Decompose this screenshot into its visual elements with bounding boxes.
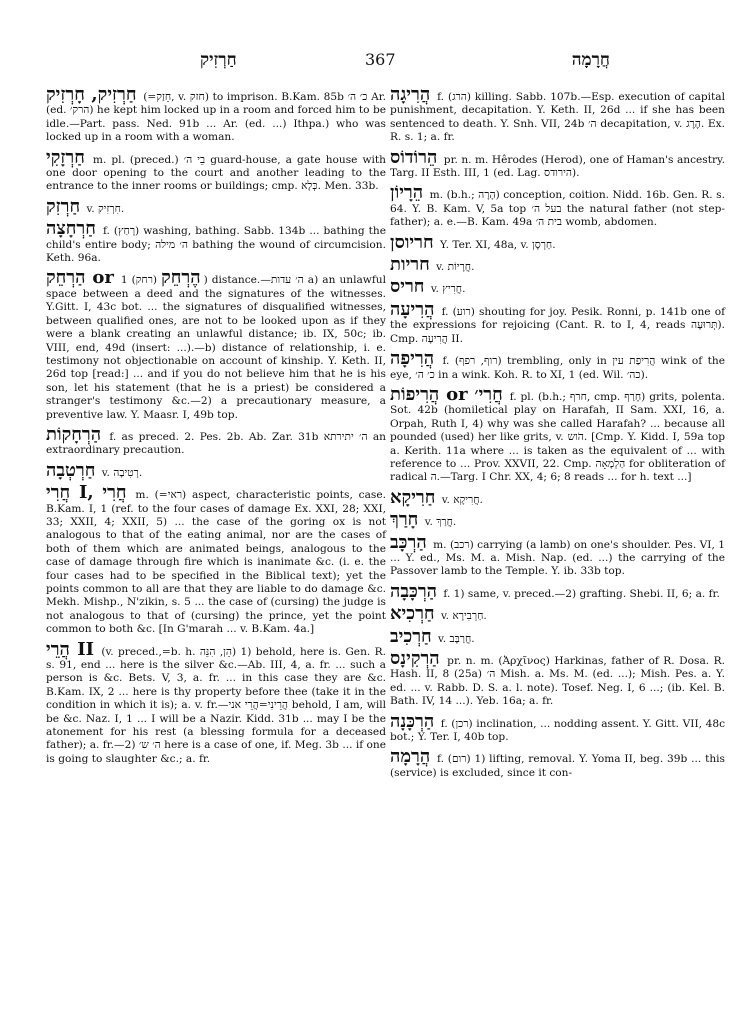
left-column (46, 86, 386, 770)
dictionary-entry (46, 86, 386, 145)
entry-headword: חַרְזִיק, חָרְזִיק (46, 84, 137, 105)
entry-definition: f. pl. (b.h.; חרף, cmp. חָרַף) grits, polenta. Sot. 42b (homiletical play on Harafah, II Sam. XXI, 16, a. Orpah, Ruth I, 4) why was she called Harafah? ... because all pounded (used) her like grits, v. הֹוש. [Cmp. Y. Kidd. I, 59a top a. Kerith. 11a where ... is taken as the equivalent of ... with reference to ... Prov. XXVII, 22. Cmp. הַלְמָאָה for obliteration of radical ה.—Targ. I Chr. XX, 4; 6; 8 reads ... for h. text ...] (390, 390, 726, 484)
entry-headword: הַרְכָּב (390, 531, 427, 553)
entry-headword: חַרְזָקִי (46, 146, 85, 168)
entry-definition: v. חִרְזִיק. (83, 202, 125, 215)
entry-definition: f. as preced. 2. Pes. 2b. Ab. Zar. 31b ה׳ יתירתא an extraordinary precaution. (46, 430, 386, 457)
dictionary-entry (46, 423, 386, 458)
dictionary-entry (390, 650, 725, 709)
entry-definition: (v. preced.,=b. h. הֵן, הִנֵּה) 1) behold, here is. Gen. R. s. 91, end ... here is the silver &c.—Ab. III, 4, a. fr. ... such a person is &c. Bets. V, 3, a. fr. ... in this case they are &c. B.Kam. IX, 2 ... here is thy property before thee (take it in the condition in which it is); a. v. fr.—הֲרֵינִי=הֲרֵי אני behold, I am, will be &c. Naz. I, 1 ... I will be a Nazir. Kidd. 31b ... may I be the atonement for his rest (a blessing formula for a deceased father); a. fr.—2) ה׳ ש׳ here is a case of one, if. Meg. 3b ... if one is going to slaughter &c.; a. fr. (46, 645, 386, 765)
entry-definition: m. (רכב) carrying (a lamb) on one's shoulder. Pes. VI, 1 ... Y. ed., Ms. M. a. Mish. Nap. (ed. ...) the carrying of the Passover lamb to the Temple. Y. ib. 33b top. (390, 538, 726, 578)
entry-definition: m. pl. (preced.) בֵי ה׳ guard-house, a gate house with one door opening to the court and another leading to the entrance to the inner rooms or buildings; cmp. כְּלָא. Men. 33b. (46, 153, 386, 193)
entry-definition: m. (b.h.; הָרָה) conception, coition. Nidd. 16b. Gen. R. s. 64. Y. B. Kam. V, 5a top בעל ה׳ the natural father (not step-father); a. e.—B. Kam. 49a בית ה׳ womb, abdomen. (390, 189, 725, 229)
entry-definition: Y. Ter. XI, 48a, v. חַרְסָן. (436, 238, 556, 251)
entry-headword: הֲרִיעָה (390, 298, 435, 320)
dictionary-entry (390, 184, 725, 229)
entry-definition: v. חֲרִיץ. (427, 283, 466, 296)
entry-headword: הֲרִיפוֹת or חֲרִי׳ (390, 383, 503, 405)
entry-headword: הֲרִיפָה (390, 348, 435, 370)
dictionary-entry (390, 605, 725, 623)
entry-headword: חַרְטְבָה (46, 459, 96, 481)
dictionary-entry (390, 748, 725, 780)
running-head-right: חֲרָמָה (571, 50, 610, 70)
dictionary-entry (390, 278, 725, 296)
right-column (390, 86, 725, 784)
entry-definition: v. חֲרַבָּב. (434, 632, 475, 645)
entry-headword: הַרְכָּבָה (390, 580, 438, 602)
dictionary-entry (390, 350, 725, 382)
dictionary-entry (46, 146, 386, 194)
dictionary-entry (390, 580, 725, 602)
entry-headword: הֲרָמָה (390, 746, 431, 768)
entry-headword: חָרַךְ (390, 509, 419, 531)
entry-headword: הֲרִיגָה (390, 84, 431, 105)
page-number: 367 (365, 50, 396, 69)
entry-headword: הַרְחֵק or הֶרְחֵק (46, 267, 201, 289)
entry-definition: v. חַרְבִירָא. (437, 610, 487, 623)
entry-definition: f. (הרג) killing. Sabb. 107b.—Esp. execution of capital punishment, decapitation. Y. Keth. II, 26d ... if she has been sentenced to death. Y. Snh. VII, 24b ה׳ decapitation, v. הֶרֶג. Ex. R. s. 1; a. fr. (390, 91, 725, 144)
dictionary-entry (390, 146, 725, 181)
dictionary-entry (46, 484, 386, 636)
entry-definition: v. חֲרִיקָא. (438, 493, 483, 506)
dictionary-entry (46, 638, 386, 767)
entry-definition: f. (רום) 1) lifting, removal. Y. Yoma II, beg. 39b ... this (service) is excluded, since it con- (390, 753, 725, 779)
dictionary-entry (390, 511, 725, 529)
entry-headword: חַרְחָצָה (46, 218, 96, 240)
dictionary-entry (390, 298, 726, 346)
entry-headword: חֲרִי I, חֲרִי (46, 482, 127, 504)
entry-definition: f. (רוף, רפף) trembling, only in הֲרִיפַת עין wink of the eye, כ׳ ה׳ in a wink. Koh. R. to XI, 1 (ed. Wil. כה׳). (390, 355, 726, 381)
entry-headword: חריוסן (390, 231, 434, 253)
entry-definition: v. חֲרָיוֹת. (432, 261, 475, 274)
dictionary-entry (390, 486, 725, 508)
dictionary-entry (390, 531, 726, 579)
entry-definition: f. (רוע) shouting for joy. Pesik. Ronni, p. 141b one of the expressions for rejoicing (Cant. R. to I, 4, reads תְּרוּעָה). Cmp. הֲרִיעָה II. (390, 305, 726, 345)
entry-definition: pr. n. m. Hêrodes (Herod), one of Haman's ancestry. Targ. II Esth. III, 1 (ed. Lag. הירודס). (390, 153, 725, 180)
dictionary-entry (390, 256, 725, 274)
entry-headword: הֵרָיוֹן (390, 182, 424, 204)
entry-headword: חריס (390, 276, 425, 298)
entry-definition: (רחק) 1) distance.—ה׳ עדות a) an unlawful space between a deed and the signatures of the witnesses. Y.Gitt. I, 43c bot. ... the signatures of disqualified witnesses, between qualified ones, are not to be looked upon as if they were a blank creating an unlawful distance; ib. IX, 50c; ib. VIII, end, 49d (insert: ...).—b) distance of relationship, i. e. testimony not objectionable on account of kinship. Y. Keth. II, 26d top [read:] ... and if you do not believe him that he is his son, let his statement (that he is a priest) be considered a stranger's testimony &c.—2) a precautionary measure, a preventive law. Y. Maasr. I, 49b top. (46, 274, 386, 421)
entry-definition: m. (=ראי) aspect, characteristic points, case. B.Kam. I, 1 (ref. to the four cases of damage Ex. XXI, 28; XXI, 33; XXII, 4; XXII, 5) ... the case of the goring ox is not analogous to that of the eating animal, nor are the cases of both of them which are animated beings, analogous to the case of damage through fire which is inanimate &c. (i. e. the four cases had to be specified in the Biblical text); yet the points common to all are that they are liable to do damage &c. Mekh. Mishp., N'zikin, s. 5 ... the case of (cursing) the judge is not analogous to that of (cursing) the prince, yet the point common to both &c. [In G'marah ... v. B.Kam. 4a.] (46, 489, 386, 636)
entry-headword: חריות (390, 254, 430, 276)
page-header (40, 50, 730, 74)
dictionary-entry (46, 195, 386, 217)
dictionary-entry (390, 383, 726, 485)
dictionary-entry (46, 220, 386, 265)
entry-definition: (=חֵזַק, v. חזק) to imprison. B.Kam. 85b כ׳ ה׳ Ar. (ed. הרק׳) he kept him locked up in a room and forced him to be idle.—Part. pass. Ned. 91b ... Ar. (ed. ...) Ithpa.) who was locked up in a room with a woman. (46, 91, 386, 144)
entry-definition: v. רְטִיבָה. (98, 466, 143, 479)
entry-headword: חַרִיקָא (390, 486, 436, 508)
entry-definition: f. 1) same, v. preced.—2) grafting. Shebi. II, 6; a. fr. (440, 587, 720, 600)
entry-definition: v. חֲרַךְ. (421, 516, 457, 529)
entry-headword: הַרְקִינָס (390, 648, 440, 669)
dictionary-entry (390, 625, 725, 647)
entry-definition: pr. n. m. (Ἀρχῖνος) Harkinas, father of R. Dosa. R. Hash. II, 8 (25a) ה׳ Mish. a. Ms. M. (ed. ...); Mish. Pes. a. Y. ed. ... v. Rabb. D. S. a. l. note). Tosef. Neg. I, 6 ...; (ib. Kel. B. Bath. IV, 14 ...). Yeb. 16a; a. fr. (390, 655, 725, 708)
dictionary-entry (46, 459, 386, 481)
entry-headword: הַרְחָקוֹת (46, 423, 102, 445)
running-head-left: חַרְזִיק (200, 50, 237, 70)
entry-definition: f. (רכן) inclination, ... nodding assent. Y. Gitt. VII, 48c bot.; Y. Ter. I, 40b top. (390, 717, 726, 744)
dictionary-entry (390, 231, 725, 253)
entry-headword: הֵרוֹדוֹס (390, 146, 438, 168)
dictionary-entry (390, 86, 725, 145)
dictionary-entry (46, 269, 386, 421)
entry-headword: הַרְכָּנָה (390, 710, 435, 732)
entry-headword: הֲרֵי II (46, 638, 95, 660)
entry-headword: חַרְכִיא (390, 603, 435, 625)
entry-headword: חַרְכִיב (390, 625, 432, 647)
entry-headword: חַרְזִק (46, 195, 81, 217)
entry-definition: f. (רָחַץ) washing, bathing. Sabb. 134b ... bathing the child's entire body; ה׳ מילה bathing the wound of circumcision. Keth. 96a. (46, 225, 387, 265)
dictionary-entry (390, 710, 726, 745)
